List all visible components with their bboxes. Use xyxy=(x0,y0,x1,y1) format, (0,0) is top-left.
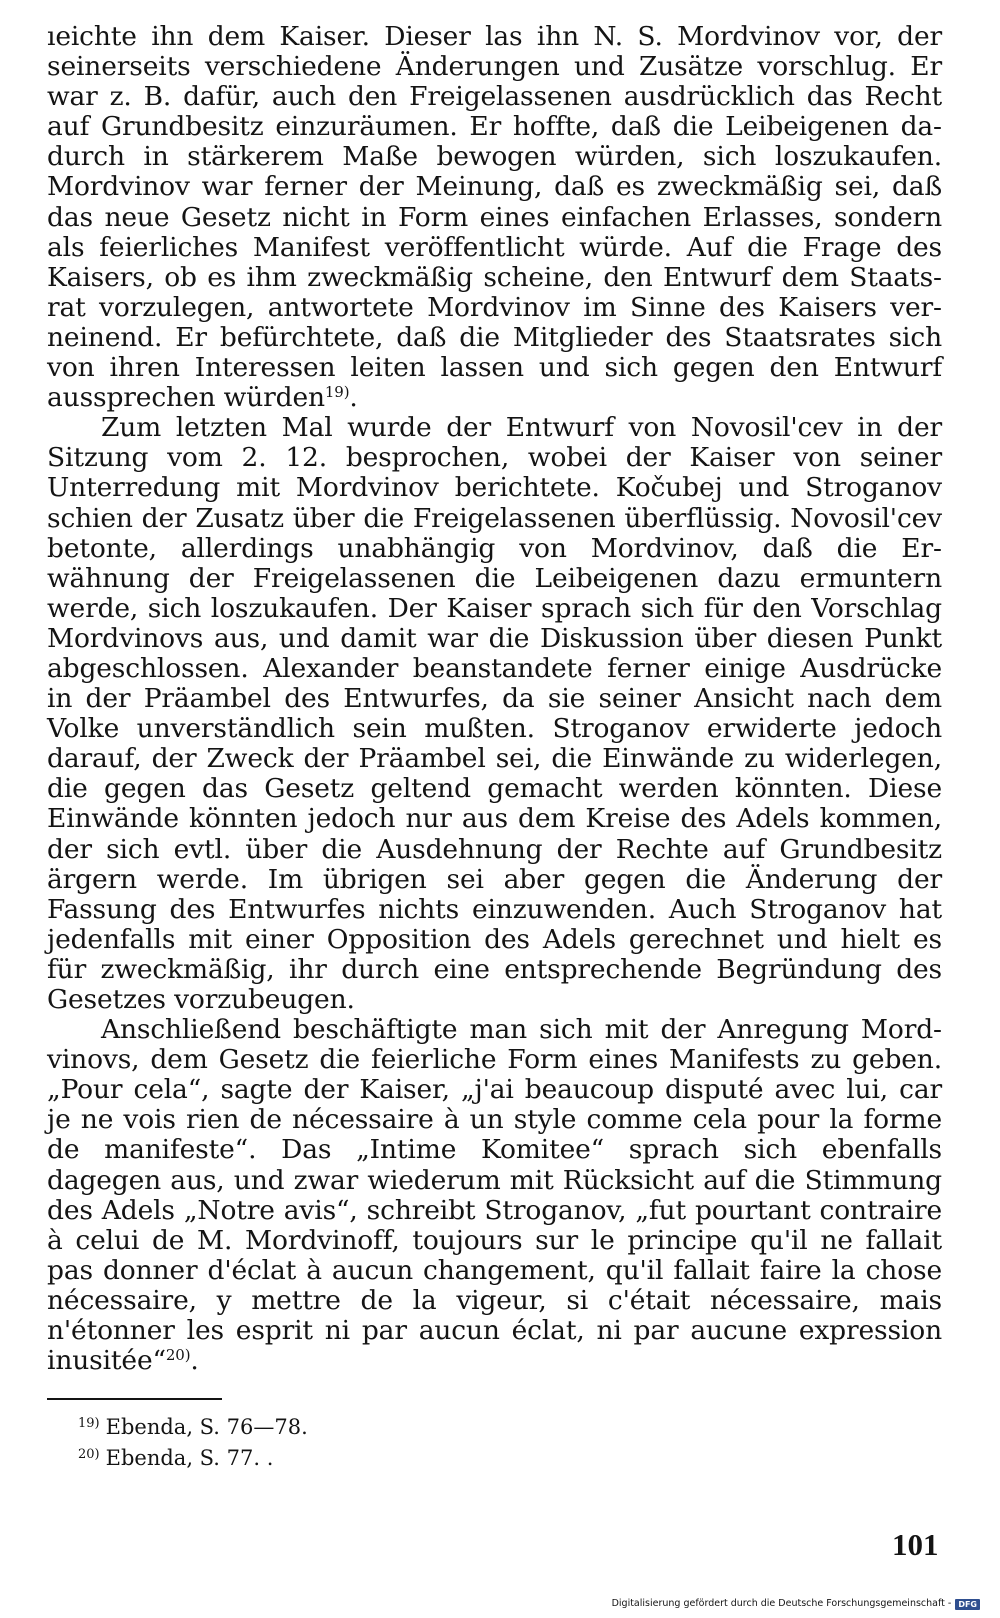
footnote-20 xyxy=(78,1441,678,1472)
page-body xyxy=(47,22,942,1376)
paragraph-2-text: Zum letzten Mal wurde der Entwurf von Novosil'cev in der Sitzung vom 2. 12. besprochen, wobei der Kaiser von seiner Unterredung mit Mordvinov berichtete. Kočubej und Stroganov schien der Zusatz über die Freigelassenen überflüssig. Novosil'cev betonte, allerdings unabhängig von Mordvinov, daß die Erwähnung der Freigelassenen die Leibeigenen dazu ermuntern werde, sich loszukaufen. Der Kaiser sprach sich für den Vorschlag Mordvinovs aus, und damit war die Diskussion über diesen Punkt abgeschlossen. Alexander beanstandete ferner einige Ausdrücke in der Präambel des Entwurfes, da sie seiner Ansicht nach dem Volke unverständlich sein mußten. Stroganov erwiderte jedoch darauf, der Zweck der Präambel sei, die Einwände zu widerlegen, die gegen das Gesetz geltend gemacht werden könnten. Diese Einwände könnten jedoch nur aus dem Kreise des Adels kommen, der sich evtl. über die Ausdehnung der Rechte auf Grundbesitz ärgern werde. Im übrigen sei aber gegen die Änderung der Fassung des Entwurfes nichts einzuwenden. Auch Stroganov hat jedenfalls mit einer Opposition des Adels gerechnet und hielt es für zweckmäßig, ihr durch eine entsprechende Begründung des Gesetzes vorzubeugen. xyxy=(47,412,942,1015)
paragraph-2 xyxy=(47,413,942,1015)
footnote-20-mark: 20) xyxy=(78,1447,100,1462)
footnote-ref-19: 19) xyxy=(324,383,350,402)
footnote-19 xyxy=(78,1410,678,1441)
paragraph-3-tail: . xyxy=(190,1345,199,1377)
footnote-ref-20: 20) xyxy=(165,1346,191,1365)
dfg-logo: DFG xyxy=(955,1599,980,1610)
paragraph-1-text: ıeichte ihn dem Kaiser. Dieser las ihn N. S. Mordvinov vor, der seinerseits verschiedene Änderungen und Zusätze vorschlug. Er war z. B. dafür, auch den Freigelassenen ausdrücklich das Recht auf Grundbesitz einzuräumen. Er hoffte, daß die Leibeigenen dadurch in stärkerem Maße bewogen würden, sich loszukaufen. Mordvinov war ferner der Meinung, daß es zweckmäßig sei, daß das neue Gesetz nicht in Form eines einfachen Erlasses, sondern als feierliches Manifest veröffentlicht würde. Auf die Frage des Kaisers, ob es ihm zweckmäßig scheine, den Entwurf dem Staatsrat vorzulegen, antwortete Mordvinov im Sinne des Kaisers verneinend. Er befürchtete, daß die Mitglieder des Staatsrates sich von ihren Interessen leiten lassen und sich gegen den Entwurf aussprechen würden xyxy=(47,21,942,414)
digitization-credit-text: Digitalisierung gefördert durch die Deutsche Forschungsgemeinschaft - xyxy=(611,1598,952,1609)
page-number: 101 xyxy=(892,1527,939,1562)
paragraph-1-tail: . xyxy=(349,382,358,414)
footnote-19-text: Ebenda, S. 76—78. xyxy=(105,1415,308,1439)
digitization-credit xyxy=(612,1597,980,1611)
footnotes xyxy=(78,1410,678,1472)
footnote-20-text: Ebenda, S. 77. . xyxy=(105,1446,274,1470)
footnote-divider xyxy=(47,1398,222,1400)
footnote-19-mark: 19) xyxy=(78,1416,100,1431)
paragraph-3 xyxy=(47,1015,942,1376)
paragraph-1 xyxy=(47,22,942,413)
paragraph-3-text: Anschließend beschäftigte man sich mit der Anregung Mordvinovs, dem Gesetz die feierliche Form eines Manifests zu geben. „Pour cela“, sagte der Kaiser, „j'ai beaucoup disputé avec lui, car je ne vois rien de nécessaire à un style comme cela pour la forme de manifeste“. Das „Intime Komitee“ sprach sich ebenfalls dagegen aus, und zwar wiederum mit Rücksicht auf die Stimmung des Adels „Notre avis“, schreibt Stroganov, „fut pourtant contraire à celui de M. Mordvinoff, toujours sur le principe qu'il ne fallait pas donner d'éclat à aucun changement, qu'il fallait faire la chose nécessaire, y mettre de la vigeur, si c'était nécessaire, mais n'étonner les esprit ni par aucun éclat, ni par aucune expression inusitée“ xyxy=(47,1014,942,1377)
